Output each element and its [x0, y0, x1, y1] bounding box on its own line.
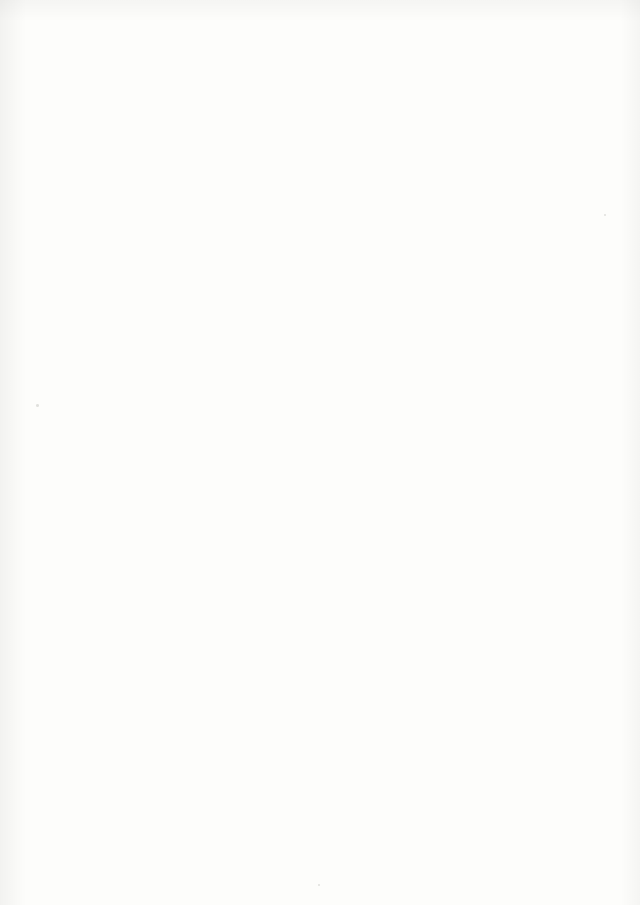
- scan-speck: [318, 884, 320, 886]
- scan-speck: [36, 404, 39, 407]
- scan-speck: [604, 214, 606, 216]
